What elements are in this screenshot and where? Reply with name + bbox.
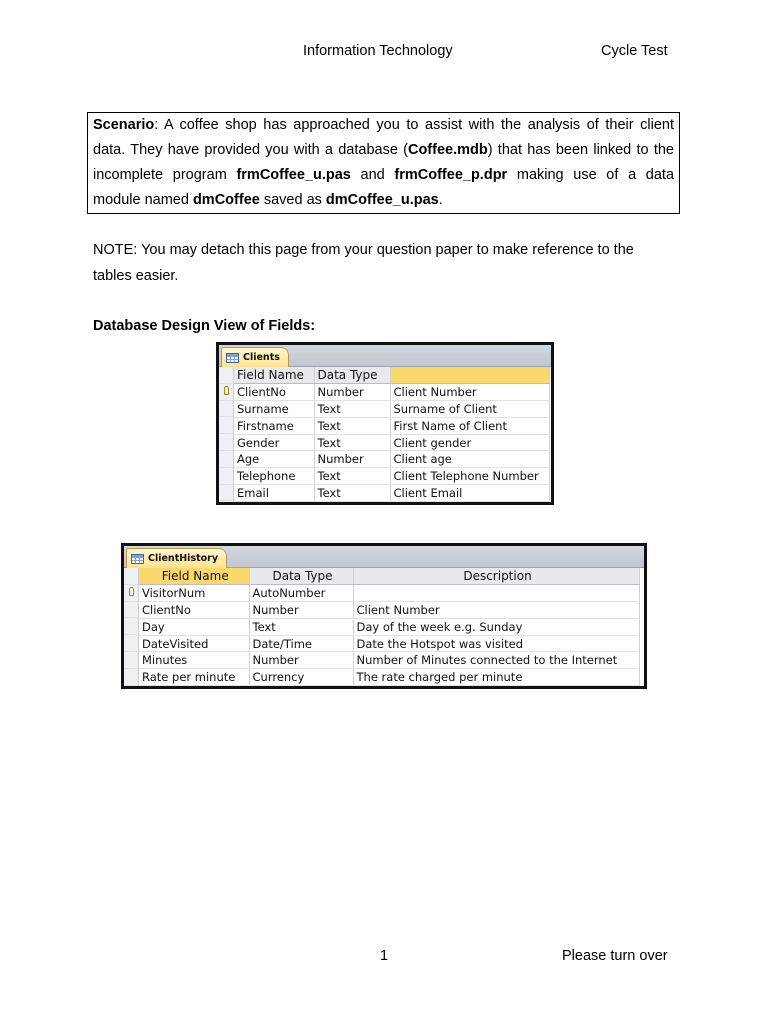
clients-fields-grid [234, 367, 550, 502]
scenario-text [93, 113, 674, 213]
scenario-text-part: saved as [259, 192, 326, 208]
scenario-text-part: and [350, 167, 395, 183]
primary-key-icon [224, 386, 229, 395]
description-cell[interactable]: Date the Hotspot was visited [353, 635, 639, 652]
turn-over-note: Please turn over [562, 948, 668, 964]
clienthistory-tab-label: ClientHistory [148, 553, 219, 564]
description-cell[interactable]: Client Telephone Number [390, 468, 549, 485]
description-cell[interactable] [353, 585, 639, 602]
field-name-cell[interactable]: Gender [234, 434, 314, 451]
data-type-cell[interactable]: Number [249, 652, 353, 669]
row-selector[interactable] [124, 618, 138, 635]
scenario-text-part: ) that has been linked to the incomplete program [93, 142, 674, 183]
description-cell[interactable]: Client Email [390, 485, 549, 502]
row-selector[interactable] [124, 602, 138, 619]
row-selector[interactable] [219, 468, 233, 485]
field-name-cell[interactable]: Rate per minute [139, 669, 249, 686]
header-row [139, 568, 639, 585]
clienthistory-tab-bar [124, 546, 644, 568]
field-name-cell[interactable]: DateVisited [139, 635, 249, 652]
field-name-cell[interactable]: Day [139, 618, 249, 635]
data-module-unit: dmCoffee_u.pas [325, 192, 439, 208]
scenario-text-part: . [438, 192, 443, 208]
table-icon [131, 554, 144, 564]
clients-tab-label: Clients [243, 352, 280, 363]
table-row [234, 485, 549, 502]
scenario-text-part: making use of a data module named [93, 167, 675, 208]
field-name-cell[interactable]: Firstname [234, 417, 314, 434]
description-cell[interactable]: Client gender [390, 434, 549, 451]
row-selector-column [219, 367, 234, 502]
data-type-cell[interactable]: Text [314, 434, 390, 451]
column-header-description[interactable]: Description [353, 568, 639, 585]
column-header-field-name[interactable]: Field Name [234, 367, 314, 384]
table-row [234, 401, 549, 418]
data-type-cell[interactable]: Text [249, 618, 353, 635]
row-selector-header [219, 367, 233, 384]
scenario-text-part: : A coffee shop has approached you to assist with the analysis of their client data. They have provided you with a database ( [93, 117, 674, 158]
row-selector[interactable] [219, 451, 233, 468]
row-selector[interactable] [124, 585, 138, 602]
description-cell[interactable]: Client age [390, 451, 549, 468]
field-name-cell[interactable]: Email [234, 485, 314, 502]
data-type-cell[interactable]: Text [314, 485, 390, 502]
data-type-cell[interactable]: Number [314, 451, 390, 468]
field-name-cell[interactable]: ClientNo [139, 602, 249, 619]
row-selector-column [124, 568, 139, 686]
row-selector-header [124, 568, 138, 585]
column-header-data-type[interactable]: Data Type [314, 367, 390, 384]
row-selector[interactable] [124, 669, 138, 686]
description-cell[interactable]: Day of the week e.g. Sunday [353, 618, 639, 635]
clients-tab[interactable] [221, 347, 289, 367]
scenario-label: Scenario [93, 117, 155, 133]
clienthistory-tab[interactable] [126, 548, 227, 568]
table-row [139, 618, 639, 635]
table-row [139, 669, 639, 686]
row-selector[interactable] [219, 384, 233, 401]
table-row [139, 635, 639, 652]
database-name: Coffee.mdb [407, 142, 488, 158]
note-text: NOTE: You may detach this page from your question paper to make reference to the tables easier. [93, 242, 634, 284]
scenario-box [87, 112, 680, 214]
data-type-cell[interactable]: Text [314, 401, 390, 418]
primary-key-icon [129, 587, 134, 596]
data-type-cell[interactable]: Number [249, 602, 353, 619]
column-header-field-name[interactable]: Field Name [139, 568, 249, 585]
table-row [234, 451, 549, 468]
data-type-cell[interactable]: Currency [249, 669, 353, 686]
clienthistory-fields-grid [139, 568, 640, 686]
field-name-cell[interactable]: Age [234, 451, 314, 468]
description-cell[interactable]: Number of Minutes connected to the Internet [353, 652, 639, 669]
table-row [234, 468, 549, 485]
description-cell[interactable]: Surname of Client [390, 401, 549, 418]
row-selector[interactable] [219, 417, 233, 434]
clienthistory-table-window [121, 543, 647, 689]
header-subject: Information Technology [303, 43, 453, 59]
data-type-cell[interactable]: Number [314, 384, 390, 401]
program-project-name: frmCoffee_p.dpr [394, 167, 508, 183]
clients-table-window [216, 342, 554, 505]
data-type-cell[interactable]: Text [314, 417, 390, 434]
field-name-cell[interactable]: Minutes [139, 652, 249, 669]
row-selector[interactable] [219, 485, 233, 502]
table-row [139, 585, 639, 602]
header-row [234, 367, 549, 384]
row-selector[interactable] [124, 635, 138, 652]
table-row [234, 417, 549, 434]
header-test-name: Cycle Test [601, 43, 668, 59]
row-selector[interactable] [124, 652, 138, 669]
page-number: 1 [380, 948, 389, 964]
table-row [139, 602, 639, 619]
description-cell[interactable]: The rate charged per minute [353, 669, 639, 686]
table-row [139, 652, 639, 669]
table-row [234, 384, 549, 401]
data-type-cell[interactable]: Date/Time [249, 635, 353, 652]
field-name-cell[interactable]: ClientNo [234, 384, 314, 401]
field-name-cell[interactable]: VisitorNum [139, 585, 249, 602]
data-module-name: dmCoffee [192, 192, 260, 208]
table-row [234, 434, 549, 451]
clients-tab-bar [219, 345, 551, 367]
table-icon [226, 353, 239, 363]
data-type-cell[interactable]: Text [314, 468, 390, 485]
description-cell[interactable]: Client Number [353, 602, 639, 619]
row-selector[interactable] [219, 401, 233, 418]
description-cell[interactable]: Client Number [390, 384, 549, 401]
data-type-cell[interactable]: AutoNumber [249, 585, 353, 602]
row-selector[interactable] [219, 434, 233, 451]
field-name-cell[interactable]: Surname [234, 401, 314, 418]
field-name-cell[interactable]: Telephone [234, 468, 314, 485]
section-title: Database Design View of Fields: [93, 318, 316, 334]
program-unit-name: frmCoffee_u.pas [236, 167, 351, 183]
description-cell[interactable]: First Name of Client [390, 417, 549, 434]
column-header-description[interactable] [390, 367, 549, 384]
column-header-data-type[interactable]: Data Type [249, 568, 353, 585]
